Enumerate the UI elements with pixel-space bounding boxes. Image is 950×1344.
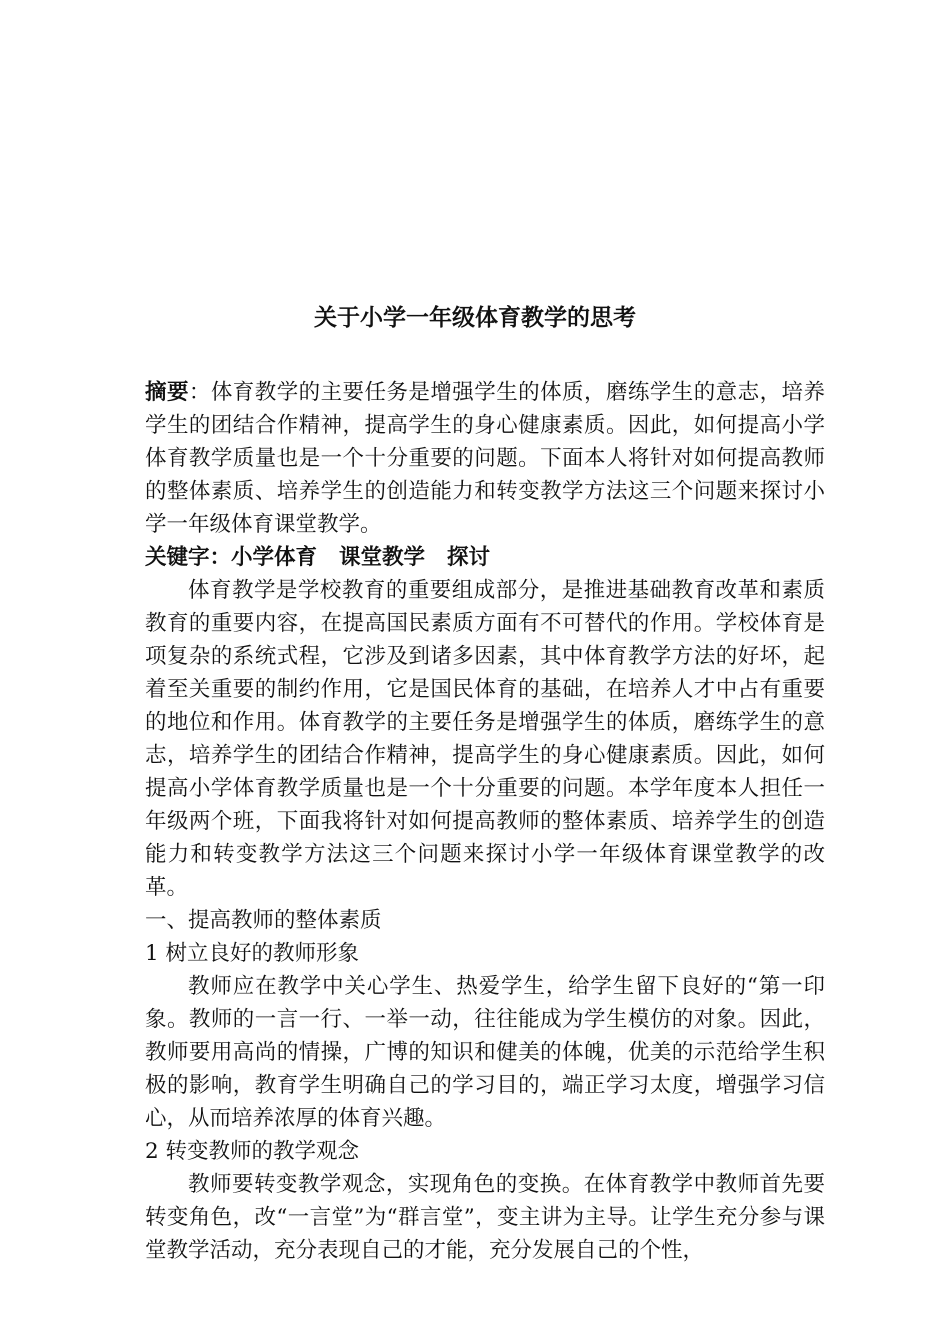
keywords-line [145, 541, 825, 574]
keyword-item: 探讨 [447, 545, 491, 570]
intro-paragraph: 体育教学是学校教育的重要组成部分，是推进基础教育改革和素质教育的重要内容，在提高国民素质方面有不可替代的作用。学校体育是项复杂的系统式程，它涉及到诸多因素，其中体育教学方法的好坏，起着至关重要的制约作用，它是国民体育的基础，在培养人才中占有重要的地位和作用。体育教学的主要任务是增强学生的体质，磨练学生的意志，培养学生的团结合作精神，提高学生的身心健康素质。因此，如何提高小学体育教学质量也是一个十分重要的问题。本学年度本人担任一年级两个班，下面我将针对如何提高教师的整体素质、培养学生的创造能力和转变教学方法这三个问题来探讨小学一年级体育课堂教学的改革。 [145, 578, 825, 900]
abstract-text: ：体育教学的主要任务是增强学生的体质，磨练学生的意志，培养学生的团结合作精神，提高学生的身心健康素质。因此，如何提高小学体育教学质量也是一个十分重要的问题。下面本人将针对如何提高教师的整体素质、培养学生的创造能力和转变教学方法这三个问题来探讨小学一年级体育课堂教学。 [145, 380, 825, 537]
keywords-label: 关键字： [145, 545, 232, 570]
subsection-heading: 1 树立良好的教师形象 [145, 941, 360, 966]
keyword-item: 小学体育 [231, 545, 318, 570]
page-title: 关于小学一年级体育教学的思考 [314, 304, 636, 331]
subsection-paragraph: 教师要转变教学观念，实现角色的变换。在体育教学中教师首先要转变角色，改“一言堂”为“群言堂”，变主讲为主导。让学生充分参与课堂教学活动，充分表现自己的才能，充分发展自己的个性， [145, 1172, 825, 1263]
subsection-paragraph: 教师应在教学中关心学生、热爱学生，给学生留下良好的“第一印象。教师的一言一行、一举一动，往往能成为学生模仿的对象。因此，教师要用高尚的情操，广博的知识和健美的体魄，优美的示范给学生积极的影响，教育学生明确自己的学习目的，端正学习太度，增强学习信心，从而培养浓厚的体育兴趣。 [145, 974, 825, 1131]
abstract-paragraph [145, 376, 825, 541]
section-heading: 一、提高教师的整体素质 [145, 908, 382, 933]
document-body [145, 376, 825, 1267]
subsection-heading: 2 转变教师的教学观念 [145, 1139, 360, 1164]
keyword-item: 课堂教学 [339, 545, 426, 570]
abstract-label: 摘要 [145, 380, 189, 405]
